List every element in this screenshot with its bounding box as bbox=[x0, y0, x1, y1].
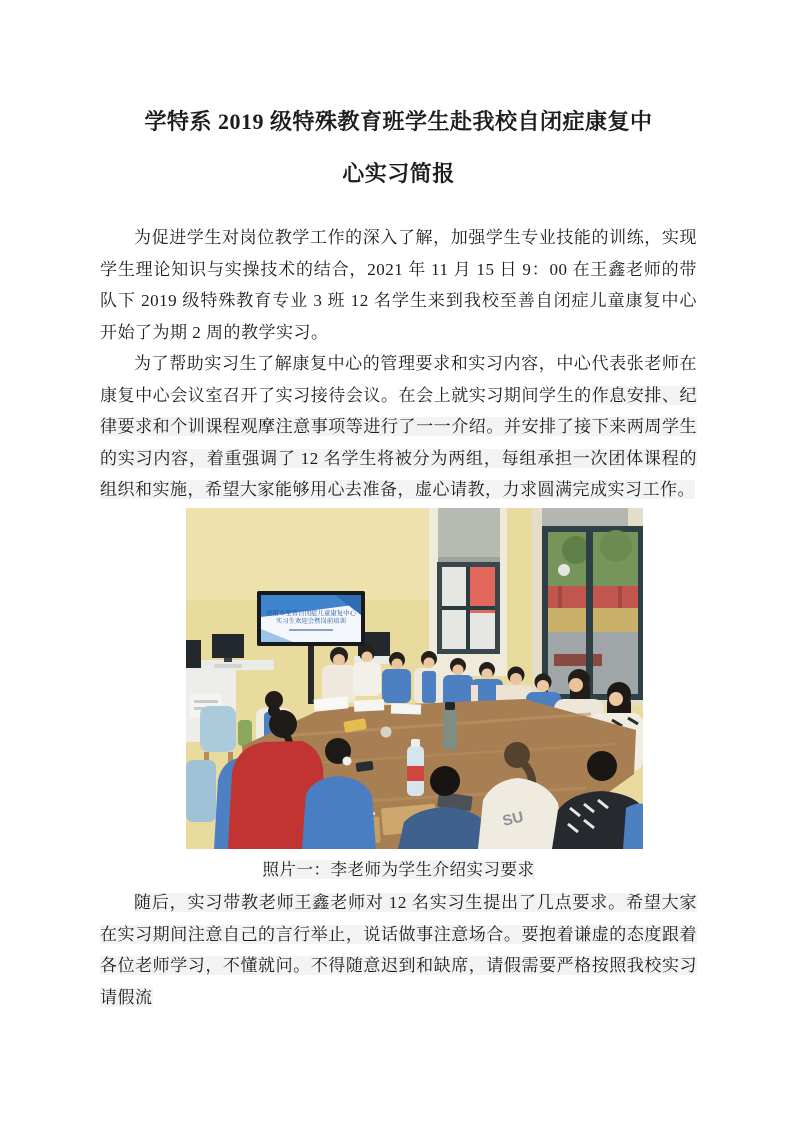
title-line-1: 学特系 2019 级特殊教育班学生赴我校自闭症康复中 bbox=[144, 109, 653, 134]
title-line-2: 心实习简报 bbox=[342, 161, 455, 186]
photo-cup bbox=[381, 727, 392, 738]
paragraph-1 bbox=[100, 222, 697, 348]
photo-slide-subtitle: 实习生欢迎会暨岗前培训 bbox=[276, 619, 343, 625]
paragraph-3 bbox=[100, 887, 697, 1013]
document-title bbox=[100, 96, 697, 200]
paragraph-2-text: 为了帮助实习生了解康复中心的管理要求和实习内容，中心代表张老师在康复中心会议室召开了实习接待会议。在会上就实习期间学生的 bbox=[100, 354, 697, 405]
photo-sweater-letters: SU bbox=[500, 808, 526, 830]
photo-thermos bbox=[443, 708, 457, 750]
paragraph-3-highlighted-text: 随后，实习带教老师王鑫老师对 12 名实习生提出了几点要求。希望大家在实习期间注意自己的言行举止，说话做事注意场合。要抱着谦虚的态度跟着各位老师学习，不懂就问。不得随意迟到和缺席，请假需要严格按照我校实习请假流 bbox=[100, 893, 697, 1007]
photo-slide-title: 贵阳市至善自闭症儿童康复中心 bbox=[266, 610, 357, 617]
photo-tv-stand bbox=[308, 646, 314, 704]
photo-caption-text: 照片一：李老师为学生介绍实习要求 bbox=[262, 860, 535, 879]
paragraph-1-text: 为促进学生对岗位教学工作的深入了解，加强学生专业技能的训练，实现学生理论知识与实操技术的结合，2021 年 11 月 15 日 9：00 在王鑫老师的带队下 2019 级特殊教育专业 3 班 12 名学生来到我校至善自闭症儿童康复中心开始了为期 2 周的教学实习。 bbox=[100, 228, 697, 342]
meeting-photo bbox=[186, 508, 643, 849]
paragraph-2-highlighted-text: 作息安排、纪律要求和个训课程观摩注意事项等进行了一一介绍。并安排了接下来两周学生的实习内容，着重强调了 12 名学生将被分为两组，每组承担一次团体课程的组织和实施，希望大家能够用心去准备，虚心请教，力求圆满完成实习工作。 bbox=[100, 385, 698, 499]
paragraph-2 bbox=[100, 348, 697, 506]
photo-middle-window bbox=[429, 508, 507, 676]
photo-caption bbox=[100, 856, 697, 884]
meeting-photo-illustration bbox=[186, 508, 643, 849]
